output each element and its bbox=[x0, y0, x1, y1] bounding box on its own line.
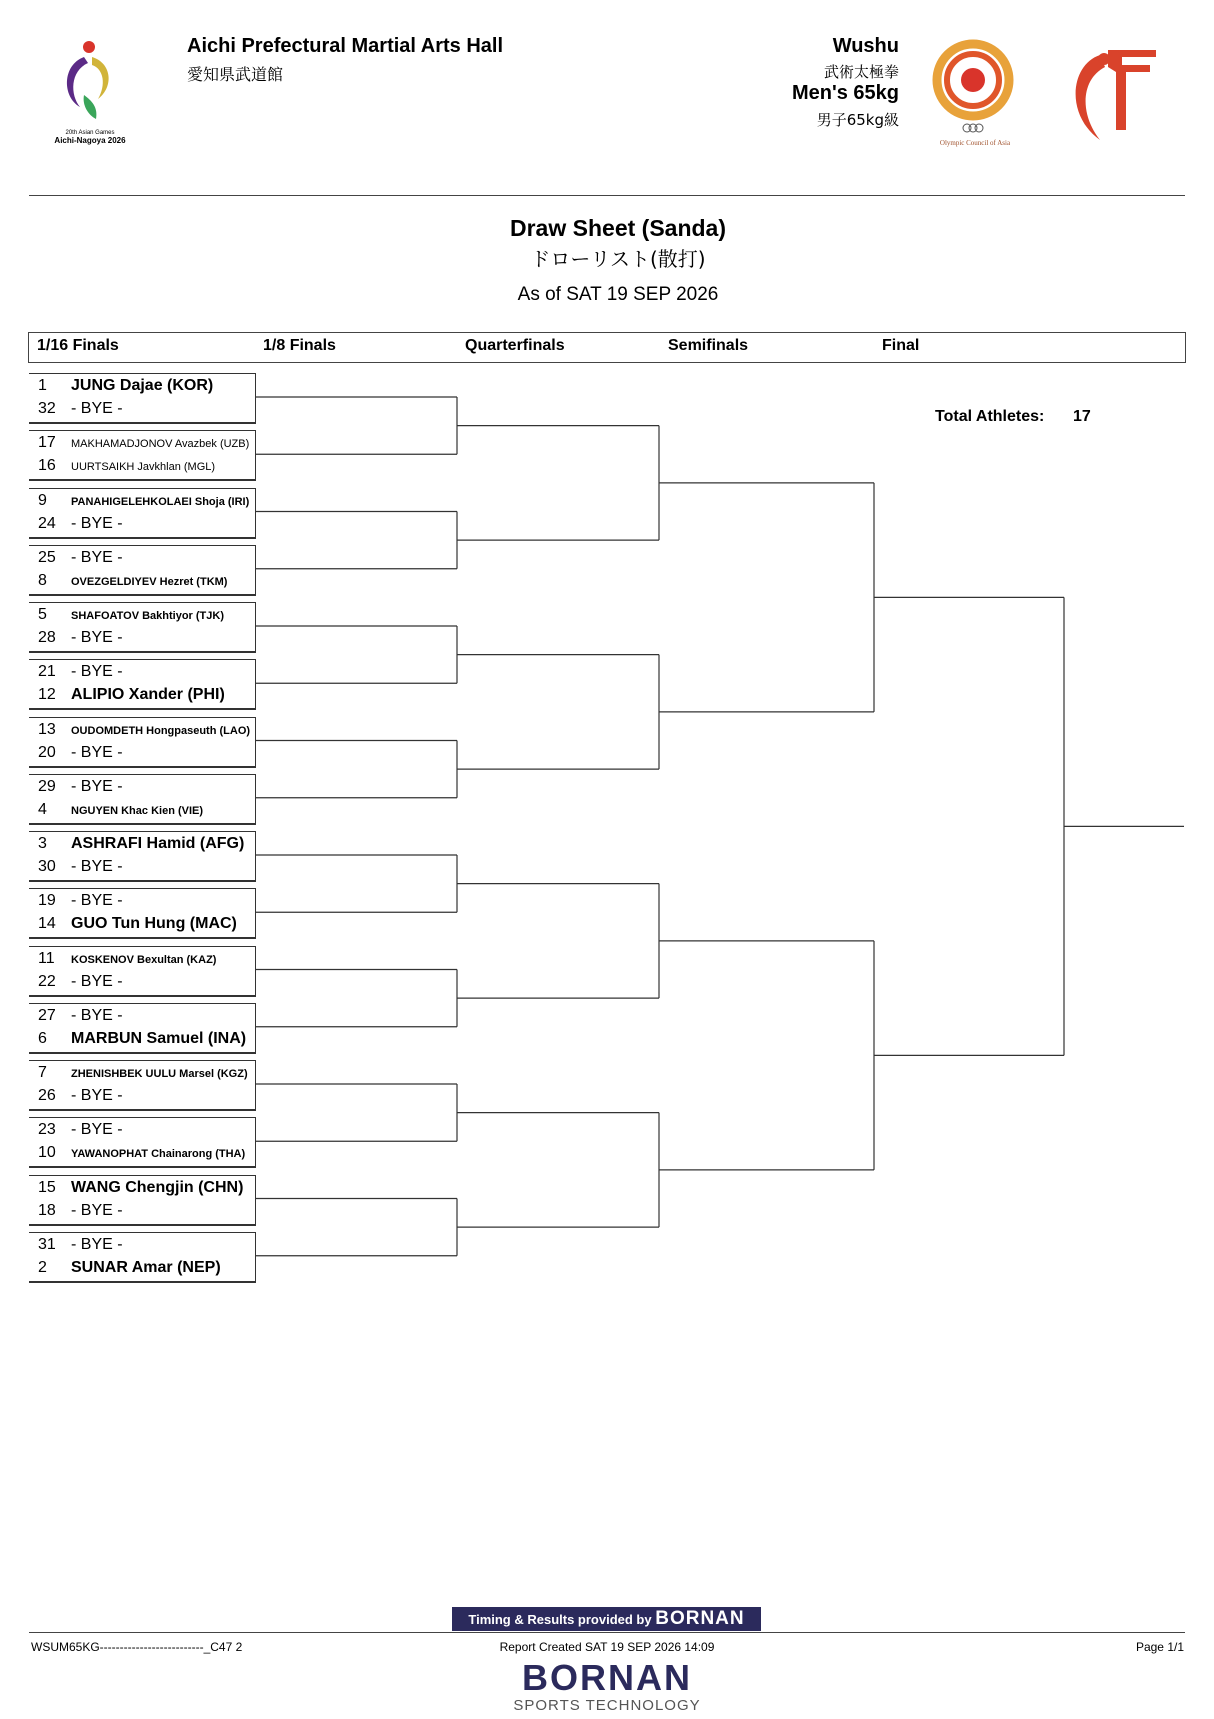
entry-name: - BYE - bbox=[71, 972, 123, 990]
event-name-jp: 男子65kg級 bbox=[816, 111, 899, 129]
timing-banner-text: Timing & Results provided by bbox=[468, 1612, 652, 1627]
entry-seed: 1 bbox=[38, 377, 47, 394]
entry-name: SHAFOATOV Bakhtiyor (TJK) bbox=[71, 610, 224, 622]
entry-seed: 10 bbox=[38, 1144, 56, 1162]
entry-seed: 24 bbox=[38, 514, 56, 532]
venue-name-jp: 愛知県武道館 bbox=[187, 65, 284, 84]
entry-name: - BYE - bbox=[71, 548, 123, 566]
entry-name: ASHRAFI Hamid (AFG) bbox=[71, 835, 245, 852]
entry-seed: 15 bbox=[38, 1178, 56, 1196]
oca-logo-text: Olympic Council of Asia bbox=[939, 139, 1011, 147]
report-code: WSUM65KG--------------------------_C47 2 bbox=[31, 1640, 243, 1654]
entry-seed: 4 bbox=[38, 800, 47, 818]
entry-name: GUO Tun Hung (MAC) bbox=[71, 915, 237, 933]
entry-seed: 6 bbox=[38, 1029, 47, 1047]
entry-name: MAKHAMADJONOV Avazbek (UZB) bbox=[71, 438, 250, 451]
entry-seed: 3 bbox=[38, 835, 47, 852]
entry-seed: 25 bbox=[38, 548, 56, 566]
entry-seed: 7 bbox=[38, 1064, 47, 1081]
entry-name: - BYE - bbox=[71, 1235, 123, 1253]
games-logo-text-2: Aichi-Nagoya 2026 bbox=[54, 136, 126, 145]
entry-name: PANAHIGELEHKOLAEI Shoja (IRI) bbox=[71, 495, 250, 508]
entry-name: - BYE - bbox=[71, 1006, 123, 1024]
entry-name: OUDOMDETH Hongpaseuth (LAO) bbox=[71, 724, 251, 737]
entry-seed: 32 bbox=[38, 400, 56, 417]
entry-seed: 11 bbox=[38, 949, 55, 967]
round-label-final: Final bbox=[882, 337, 920, 354]
report-created: Report Created SAT 19 SEP 2026 14:09 bbox=[499, 1640, 715, 1654]
round-label-semifinals: Semifinals bbox=[668, 337, 749, 354]
timing-banner bbox=[452, 1607, 761, 1631]
round-label-1-8: 1/8 Finals bbox=[263, 337, 336, 354]
entry-name: - BYE - bbox=[71, 858, 123, 875]
entry-seed: 29 bbox=[38, 777, 56, 795]
entry-name: JUNG Dajae (KOR) bbox=[71, 377, 214, 394]
page-title-jp: ドローリスト(散打) bbox=[530, 247, 706, 271]
entry-name: - BYE - bbox=[71, 743, 123, 761]
entry-name: ALIPIO Xander (PHI) bbox=[71, 686, 225, 704]
entry-name: ZHENISHBEK UULU Marsel (KGZ) bbox=[71, 1068, 248, 1080]
entry-seed: 12 bbox=[38, 686, 56, 704]
entry-name: - BYE - bbox=[71, 777, 123, 795]
entry-seed: 28 bbox=[38, 629, 56, 646]
as-of-date: As of SAT 19 SEP 2026 bbox=[517, 284, 719, 305]
entry-seed: 31 bbox=[38, 1235, 56, 1253]
entry-name: - BYE - bbox=[71, 1087, 123, 1104]
entry-seed: 23 bbox=[38, 1121, 56, 1139]
entry-name: - BYE - bbox=[71, 629, 123, 646]
entry-name: OVEZGELDIYEV Hezret (TKM) bbox=[71, 575, 228, 588]
entry-name: - BYE - bbox=[71, 663, 123, 681]
entry-seed: 8 bbox=[38, 571, 47, 589]
entry-name: SUNAR Amar (NEP) bbox=[71, 1258, 221, 1276]
total-athletes-label: Total Athletes: bbox=[935, 408, 1045, 425]
entry-seed: 14 bbox=[38, 915, 56, 933]
entry-seed: 2 bbox=[38, 1258, 47, 1276]
sport-name: Wushu bbox=[832, 35, 899, 57]
games-logo-text-1: 20th Asian Games bbox=[65, 130, 115, 136]
entry-seed: 13 bbox=[38, 720, 56, 738]
entry-name: - BYE - bbox=[71, 1121, 123, 1139]
entry-seed: 27 bbox=[38, 1006, 56, 1024]
entry-name: YAWANOPHAT Chainarong (THA) bbox=[71, 1148, 246, 1161]
page-number: Page 1/1 bbox=[1135, 1640, 1184, 1654]
timing-banner-brand: BORNAN bbox=[655, 1608, 745, 1629]
venue-name: Aichi Prefectural Martial Arts Hall bbox=[187, 35, 504, 57]
entry-name: - BYE - bbox=[71, 400, 123, 417]
bornan-logo: BORNAN bbox=[522, 1657, 692, 1698]
entry-name: MARBUN Samuel (INA) bbox=[71, 1029, 247, 1047]
page-title: Draw Sheet (Sanda) bbox=[510, 215, 726, 241]
entry-seed: 21 bbox=[38, 663, 56, 681]
entry-name: WANG Chengjin (CHN) bbox=[71, 1178, 244, 1196]
round-label-1-16: 1/16 Finals bbox=[37, 337, 119, 354]
entry-name: - BYE - bbox=[71, 1201, 123, 1219]
entry-seed: 5 bbox=[38, 606, 47, 623]
sport-name-jp: 武術太極拳 bbox=[823, 63, 899, 81]
total-athletes-value: 17 bbox=[1073, 408, 1091, 425]
entry-seed: 16 bbox=[38, 457, 56, 475]
entry-seed: 20 bbox=[38, 743, 56, 761]
entry-name: KOSKENOV Bexultan (KAZ) bbox=[71, 953, 217, 966]
round-label-quarterfinals: Quarterfinals bbox=[465, 337, 565, 354]
footer-divider bbox=[29, 1632, 1185, 1633]
event-name: Men's 65kg bbox=[791, 82, 899, 104]
entry-seed: 22 bbox=[38, 972, 56, 990]
entry-seed: 17 bbox=[38, 434, 56, 452]
entry-seed: 9 bbox=[38, 491, 47, 509]
entry-name: - BYE - bbox=[71, 514, 123, 532]
entry-seed: 19 bbox=[38, 892, 56, 910]
entry-name: UURTSAIKH Javkhlan (MGL) bbox=[71, 461, 216, 474]
entry-seed: 18 bbox=[38, 1201, 56, 1219]
entry-seed: 30 bbox=[38, 858, 56, 875]
entry-name: - BYE - bbox=[71, 892, 123, 910]
entry-name: NGUYEN Khac Kien (VIE) bbox=[71, 804, 204, 817]
entry-seed: 26 bbox=[38, 1087, 56, 1104]
bornan-logo-subtitle: SPORTS TECHNOLOGY bbox=[513, 1697, 701, 1714]
